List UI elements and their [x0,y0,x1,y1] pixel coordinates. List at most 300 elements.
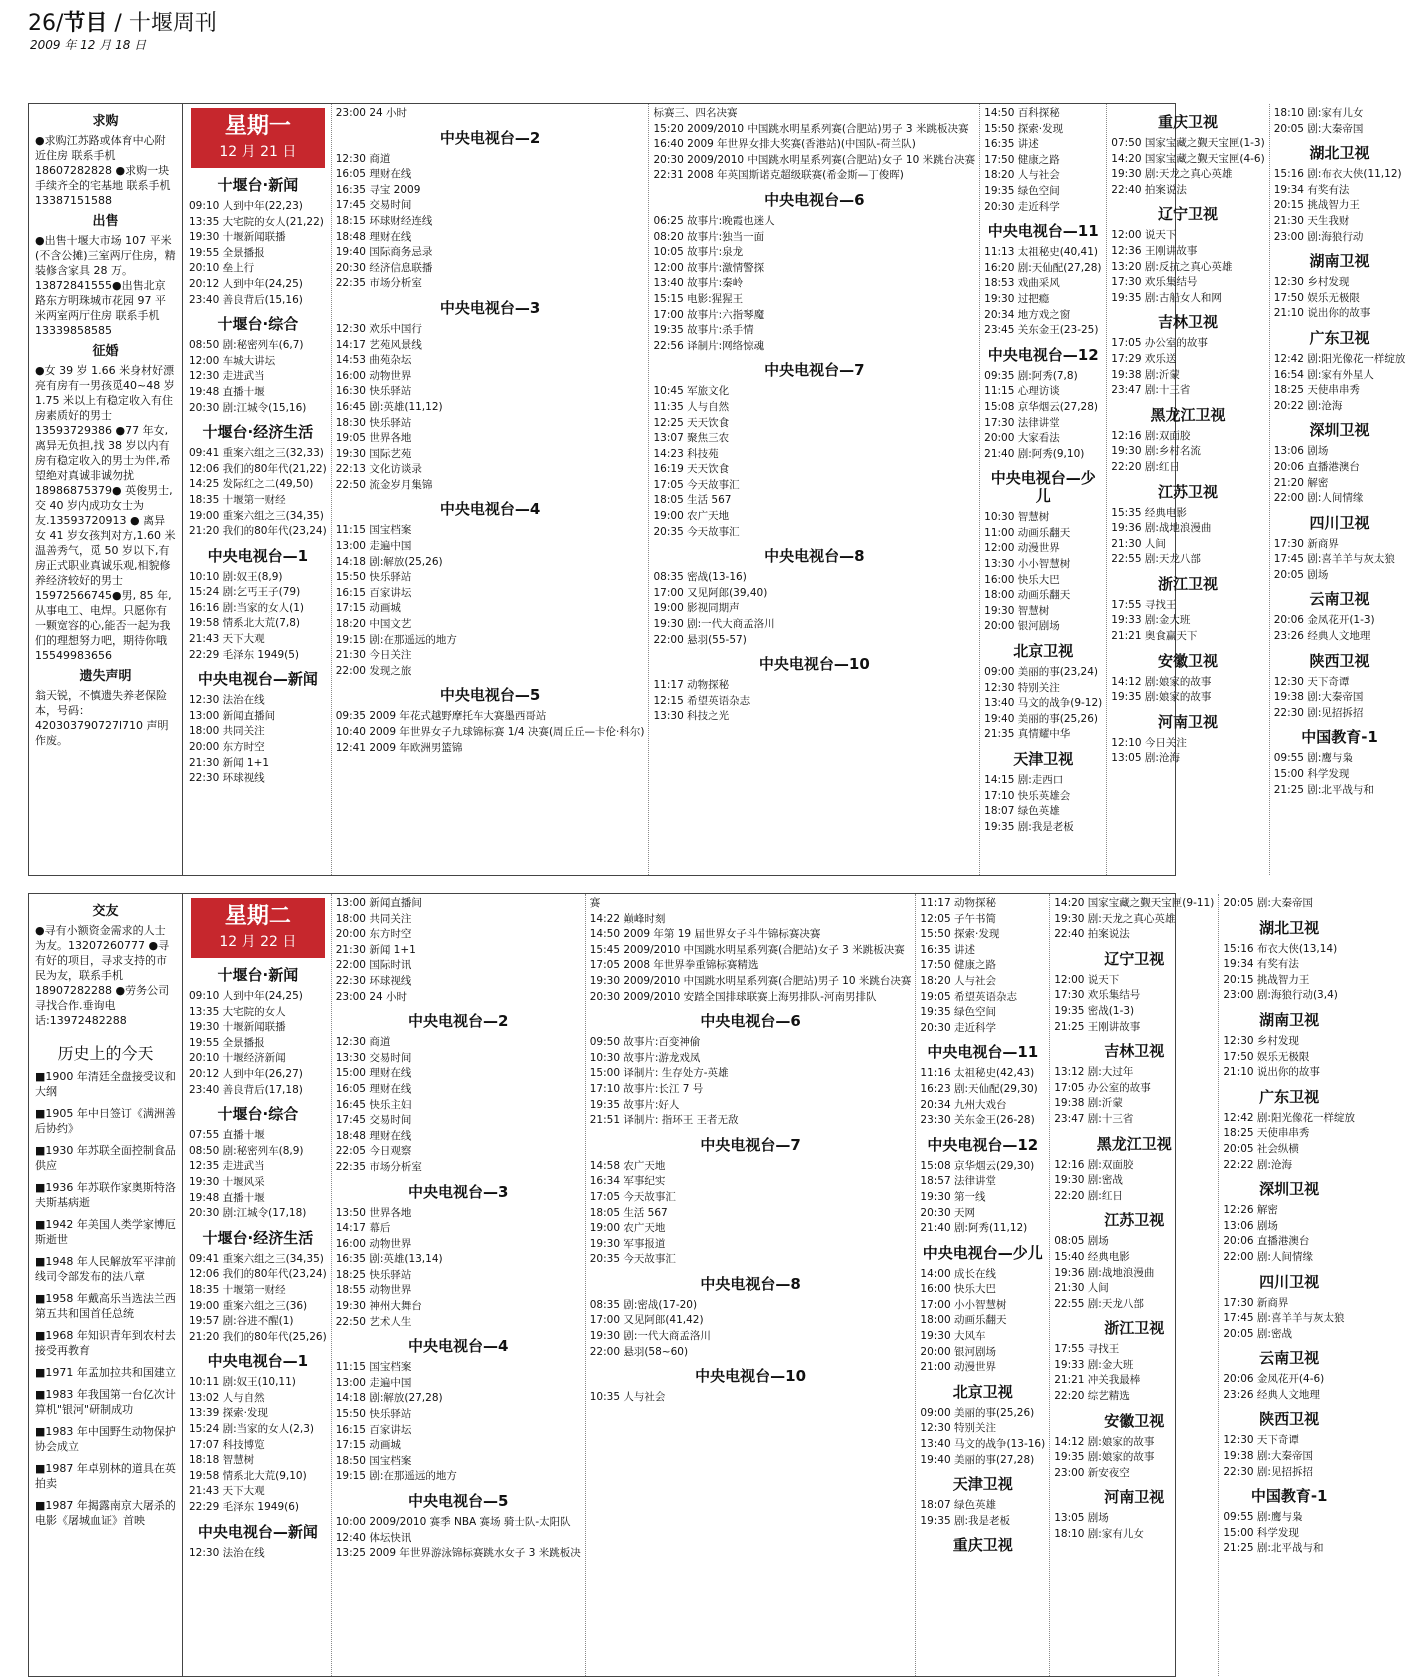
program-item: 14:50 百科探秘 [984,107,1060,119]
program-item: 10:45 军旅文化 [653,385,730,398]
program-item: 19:30 神州大舞台 [335,1300,422,1313]
program-item: 16:20 剧:天仙配(27,28) [984,261,1102,274]
program-item: 23:30 关东金王(26-28) [920,1114,1035,1127]
channel-title: 陕西卫视 [1309,651,1370,670]
program-item: 19:34 有奖有法 [1273,183,1350,196]
history-item: ■1983 年中国野生动物保护协会成立 [35,1425,176,1453]
channel-title: 辽宁卫视 [1157,205,1218,224]
program-item: 20:10 垒上行 [189,262,255,275]
paper-name: 十堰周刊 [128,11,217,36]
day-banner [191,898,325,958]
program-item: 20:30 走近科学 [984,200,1060,213]
channel-title: 中央电视台—5 [439,686,541,705]
program-item: 19:30 剧:一代大商孟洛川 [589,1330,711,1343]
channel-title: 十堰台·经济生活 [202,1228,314,1247]
program-item: 15:45 2009/2010 中国跳水明星系列赛(合肥站)女子 3 米跳板决赛 [589,943,905,956]
program-item: 18:57 法律讲堂 [920,1175,996,1188]
schedule-column [1050,894,1219,1676]
program-item: 08:35 密战(13-16) [653,571,747,584]
program-item: 11:16 太祖秘史(42,43) [920,1067,1035,1080]
channel-title: 湖南卫视 [1259,1010,1320,1029]
program-item: 19:30 十堰风采 [189,1175,265,1188]
channel-title: 中央电视台—2 [439,128,541,147]
program-item: 19:55 全景播报 [189,1036,265,1049]
program-item: 16:00 动物世界 [335,1237,412,1250]
history-item: ■1948 年人民解放军平津前线司令部发布的法八章 [35,1255,176,1283]
program-item: 19:38 剧:沂蒙 [1054,1097,1123,1110]
program-item: 22:00 国际时讯 [335,959,412,972]
program-item: 16:45 剧:英雄(11,12) [335,400,443,413]
channel-title: 中央电视台—5 [408,1492,509,1510]
program-item: 21:25 王刚讲故事 [1054,1020,1141,1033]
program-item: 11:15 国宝档案 [335,524,412,537]
program-item: 16:35 寻宝 2009 [335,183,421,196]
program-item: 20:30 2009/2010 中国跳水明星系列赛(合肥站)女子 10 米跳台决赛 [653,153,976,166]
channel-title: 中央电视台—8 [764,547,865,566]
program-item: 23:47 剧:十三省 [1054,1112,1134,1125]
program-item: 21:40 剧:阿秀(11,12) [920,1222,1028,1235]
program-item: 12:06 我们的80年代(21,22) [189,462,327,475]
program-item: 22:29 毛泽东 1949(5) [189,648,300,661]
program-item: 20:06 金凤花开(4-6) [1223,1373,1325,1386]
program-item: 16:16 剧:当家的女人(1) [189,601,305,614]
history-item: ■1958 年戴高乐当选法兰西第五共和国首任总统 [35,1292,176,1320]
program-item: 19:30 军事报道 [589,1237,666,1250]
program-item: 15:00 科学发现 [1273,768,1350,781]
program-item: 22:00 悬羽(55-57) [653,633,747,646]
program-item: 13:00 走遍中国 [335,540,412,553]
history-item: ■1900 年清廷全盘接受议和大纲 [35,1070,176,1098]
program-item: 22:20 剧:红日 [1054,1189,1123,1202]
classified-text: ●求购江苏路或体育中心附近住房 联系手机 18607282828 ●求购一块手续齐全的宅基地 联系手机 13387151588 [35,134,171,207]
schedule-column [185,894,332,1676]
schedule-columns [185,104,1406,875]
channel-title: 中央电视台—新闻 [197,670,318,689]
program-item: 14:23 科技苑 [653,447,719,460]
program-item: 09:35 2009 年花式越野摩托车大赛墨西哥站 [335,710,547,723]
program-item: 09:00 美丽的事(25,26) [920,1406,1035,1419]
program-item: 19:33 剧:金大班 [1054,1358,1134,1371]
program-item: 14:18 剧:解放(25,26) [335,555,443,568]
program-item: 18:53 戏曲采风 [984,277,1060,290]
channel-title: 湖北卫视 [1309,144,1370,163]
channel-title: 十堰台·综合 [217,315,299,334]
program-item: 12:30 走进武当 [189,370,265,383]
program-item: 12:05 子午书简 [920,912,996,925]
channel-title: 云南卫视 [1309,590,1370,609]
channel-title: 四川卫视 [1259,1272,1320,1291]
program-item: 19:30 2009/2010 中国跳水明星系列赛(合肥站)男子 10 米跳台决赛 [589,974,912,987]
program-item: 23:00 新安夜空 [1054,1466,1130,1479]
channel-title: 重庆卫视 [952,1536,1013,1555]
classified-text: ●寻有小额资金需求的人士为友。13207260777 ●寻有好的项目，寻求支持的市民为友，联系手机 18907282288 ●劳务公司寻找合作.垂询电话:13972482288 [35,924,170,1027]
channel-title: 中央电视台—12 [927,1135,1039,1154]
program-item: 21:10 说出你的故事 [1223,1066,1320,1079]
schedule-column [649,104,980,875]
program-item: 19:15 剧:在那遥远的地方 [335,1470,457,1483]
program-item: 17:30 新商界 [1273,537,1339,550]
channel-title: 十堰台·经济生活 [202,423,314,442]
program-item: 13:07 聚焦三农 [653,432,730,445]
channel-title: 十堰台·新闻 [217,966,299,984]
program-item: 23:40 善良背后(17,18) [189,1083,303,1096]
program-item: 13:00 走遍中国 [335,1376,412,1389]
program-item: 22:20 剧:红日 [1111,460,1180,473]
program-item: 19:35 剧:我是老板 [920,1514,1011,1527]
schedule-columns [185,894,1355,1676]
program-item: 20:05 剧:大秦帝国 [1273,122,1364,135]
program-item: 10:00 2009/2010 赛季 NBA 赛场 骑士队-太阳队 [335,1516,571,1528]
channel-title: 中央电视台—11 [927,1043,1039,1062]
program-item: 16:54 剧:家有外星人 [1273,368,1374,381]
program-item: 23:00 24 小时 [335,990,408,1003]
program-item: 15:00 理财在线 [335,1067,412,1080]
channel-title: 中央电视台—4 [439,500,541,519]
program-item: 13:00 新闻直播间 [189,709,276,722]
program-item: 15:00 科学发现 [1223,1526,1299,1539]
program-item: 15:24 剧:当家的女人(2,3) [189,1423,315,1436]
program-item: 19:38 剧:沂蒙 [1111,368,1180,381]
page-number: 26/ [28,11,64,36]
program-item: 12:41 2009 年欧洲男篮锦 [335,741,463,754]
program-item: 22:20 综艺精选 [1054,1390,1130,1403]
program-item: 18:20 人与社会 [984,169,1060,182]
program-item: 21:40 剧:阿秀(9,10) [984,447,1085,460]
program-item: 12:30 天下奇谭 [1223,1434,1299,1447]
program-item: 17:50 健康之路 [984,153,1060,166]
program-item: 19:00 农广天地 [653,510,730,523]
program-item: 19:55 全景播报 [189,246,265,259]
day-name: 星期一 [224,114,291,139]
channel-title: 中央电视台—8 [700,1274,801,1293]
schedule-column [980,104,1107,875]
program-item: 18:35 十堰第一财经 [189,1283,286,1296]
program-item: 22:30 剧:见招拆招 [1273,706,1364,719]
program-item: 09:55 剧:鹰与枭 [1223,1511,1303,1524]
program-item: 17:45 剧:喜羊羊与灰太狼 [1223,1312,1345,1325]
program-item: 22:56 译制片:网络惊魂 [653,339,765,352]
channel-title: 北京卫视 [1013,642,1074,661]
program-item: 11:15 国宝档案 [335,1361,412,1374]
program-item: 12:30 法治在线 [189,694,265,707]
program-item: 06:25 故事片:晚霞也迷人 [653,214,775,227]
program-item: 22:40 拍案说法 [1111,183,1187,196]
program-item: 19:30 国际艺苑 [335,447,412,460]
channel-title: 北京卫视 [952,1382,1013,1401]
program-item: 18:05 生活 567 [653,494,732,507]
program-item: 22:00 悬羽(58~60) [589,1345,689,1358]
program-item: 23:26 经典人文地理 [1273,630,1371,643]
schedule-column [332,104,650,875]
program-item: 20:30 经济信息联播 [335,261,433,274]
program-item: 14:20 国家宝藏之觐天宝匣(9-11) [1054,897,1215,909]
program-item: 12:00 说天下 [1054,973,1120,986]
program-item: 09:00 美丽的事(23,24) [984,666,1098,679]
program-item: 21:43 天下大观 [189,633,265,646]
program-item: 15:08 京华烟云(27,28) [984,400,1098,413]
program-item: 11:17 动物探秘 [920,897,996,909]
program-item: 16:00 动物世界 [335,369,412,382]
program-item: 15:50 快乐驿站 [335,571,412,584]
program-item: 19:35 剧:娘家的故事 [1111,691,1212,704]
program-item: 19:36 剧:战地浪漫曲 [1054,1266,1155,1279]
program-item: 20:00 东方时空 [335,928,412,941]
channel-title: 中国教育-1 [1301,728,1378,747]
program-item: 20:00 银河剧场 [920,1345,996,1358]
program-item: 16:35 讲述 [920,943,975,956]
program-item: 17:55 寻找王 [1111,598,1177,611]
channel-title: 黑龙江卫视 [1150,405,1226,424]
program-item: 20:35 今天故事汇 [653,525,740,538]
program-item: 07:55 直播十堰 [189,1129,265,1142]
program-item: 19:30 过把瘾 [984,292,1050,305]
program-item: 20:22 剧:沧海 [1273,399,1343,412]
program-item: 23:00 24 小时 [335,107,408,119]
program-item: 19:38 剧:大秦帝国 [1223,1450,1313,1463]
program-item: 13:35 大宅院的女人(21,22) [189,215,324,228]
program-item: 19:40 国际商务忌录 [335,246,433,259]
program-item: 20:34 九州大戏台 [920,1098,1007,1111]
program-item: 17:00 又见阿郎(39,40) [653,586,768,599]
schedule-column [1219,894,1359,1676]
program-item: 13:05 剧:沧海 [1111,752,1180,765]
program-item: 11:13 太祖秘史(40,41) [984,246,1098,259]
program-item: 19:34 有奖有法 [1223,958,1299,971]
program-item: 12:30 商道 [335,1036,391,1049]
channel-title: 广东卫视 [1259,1087,1320,1106]
program-item: 23:45 关东金王(23-25) [984,324,1099,337]
program-item: 12:30 天下奇谭 [1273,675,1350,688]
program-item: 19:00 农广天地 [589,1222,666,1235]
program-item: 21:21 奥食赢天下 [1111,630,1198,643]
history-item: ■1987 年卓别林的道具在英拍卖 [35,1462,176,1490]
program-item: 20:05 剧:密战 [1223,1327,1292,1340]
program-item: 21:35 真情耀中华 [984,728,1071,741]
program-item: 19:30 第一线 [920,1190,986,1203]
history-item: ■1968 年知识青年到农村去接受再教育 [35,1329,176,1357]
program-item: 12:00 故事片:激情警探 [653,261,765,274]
channel-title: 河南卫视 [1104,1488,1165,1507]
channel-title: 深圳卫视 [1259,1180,1320,1199]
program-item: 15:15 电影:猩猩王 [653,292,744,305]
program-item: 17:05 今天故事汇 [589,1190,676,1203]
program-item: 19:30 剧:天龙之真心英雄 [1111,168,1233,181]
program-item: 21:43 天下大观 [189,1485,265,1498]
program-item: 18:20 中国文艺 [335,618,412,631]
program-item: 21:30 人间 [1111,537,1166,550]
program-item: 12:26 解密 [1223,1204,1278,1217]
program-item: 20:00 大家看法 [984,432,1060,445]
program-item: 13:35 大宅院的女人 [189,1005,286,1018]
program-item: 18:00 动画乐翻天 [920,1314,1007,1327]
program-item: 20:12 人到中年(24,25) [189,277,303,290]
channel-title: 中国教育-1 [1250,1487,1328,1506]
program-item: 18:20 人与社会 [920,974,996,987]
program-item: 09:55 剧:鹰与枭 [1273,752,1353,765]
channel-title: 中央电视台—2 [408,1012,509,1031]
schedule-column [586,894,917,1676]
program-item: 20:06 金凤花开(1-3) [1273,614,1375,627]
program-item: 22:30 剧:见招拆招 [1223,1465,1313,1478]
program-item: 15:16 剧:布衣大侠(11,12) [1273,168,1402,181]
program-item: 14:17 艺苑风景线 [335,338,422,351]
program-item: 17:10 故事片:长江 7 号 [589,1082,704,1095]
program-item: 09:41 重案六组之三(32,33) [189,447,324,460]
program-item: 18:18 智慧树 [189,1454,255,1467]
classified-heading: 求购 [92,114,119,129]
channel-title: 天津卫视 [952,1475,1013,1494]
program-item: 20:30 剧:江城令(15,16) [189,401,307,414]
program-item: 10:30 智慧树 [984,511,1050,524]
program-item: 20:06 直播港澳台 [1273,460,1360,473]
program-item: 18:25 快乐驿站 [335,1268,412,1281]
program-item: 19:35 故事片:好人 [589,1098,680,1111]
day-date: 12 月 22 日 [219,934,297,950]
schedule-column [1270,104,1409,875]
program-item: 13:06 剧场 [1223,1219,1278,1232]
day-name: 星期二 [224,904,291,929]
channel-title: 十堰台·综合 [217,1105,299,1124]
program-item: 12:00 动漫世界 [984,542,1060,555]
program-item: 22:30 环球视线 [189,772,265,785]
schedule-column [1107,104,1269,875]
history-item: ■1936 年苏联作家奥斯特洛夫斯基病逝 [35,1181,176,1209]
program-item: 19:05 世界各地 [335,432,412,445]
program-item: 16:35 讲述 [984,138,1039,151]
header-separator: / [107,11,129,36]
program-item: 21:25 剧:北平战与和 [1273,783,1374,796]
program-item: 12:00 车城大讲坛 [189,354,276,367]
week-block-monday [28,103,1406,876]
program-item: 19:30 大风车 [920,1330,986,1343]
channel-title: 陕西卫视 [1259,1410,1320,1429]
program-item: 17:15 动画城 [335,602,401,615]
channel-title: 黑龙江卫视 [1096,1134,1172,1153]
program-item: 17:00 小小智慧树 [920,1298,1007,1311]
program-item: 19:00 重案六组之三(34,35) [189,509,324,522]
schedule-column [185,104,332,875]
program-item: 21:30 今日关注 [335,649,412,662]
program-item: 12:42 剧:阳光像花一样绽放 [1223,1111,1355,1124]
program-item: 20:06 直播港澳台 [1223,1235,1310,1248]
channel-title: 中央电视台—10 [758,655,870,674]
page-header [28,6,217,37]
program-item: 08:35 剧:密战(17-20) [589,1298,698,1311]
issue-date: 2009 年 12 月 18 日 [30,38,147,52]
program-item: 12:06 我们的80年代(23,24) [189,1268,327,1281]
program-item: 16:00 快乐大巴 [920,1283,996,1296]
program-item: 20:34 地方戏之窗 [984,308,1071,321]
program-item: 17:30 法律讲堂 [984,416,1060,429]
program-item: 21:51 译制片: 指环王 王者无敌 [589,1114,739,1127]
program-item: 12:30 特别关注 [984,681,1060,694]
program-item: 18:10 剧:家有儿女 [1273,107,1364,119]
program-item: 11:15 心理访谈 [984,385,1060,398]
program-item: 16:34 军事纪实 [589,1175,666,1188]
program-item: 09:10 人到中年(24,25) [189,990,303,1002]
week-block-tuesday [28,893,1355,1677]
channel-title: 中央电视台—11 [987,222,1099,241]
day-date: 12 月 21 日 [219,144,297,160]
history-item: ■1942 年美国人类学家博厄斯逝世 [35,1218,176,1246]
program-item: 13:30 小小智慧树 [984,558,1071,571]
program-item: 10:40 2009 年世界女子九球锦标赛 1/4 决赛(周丘丘—卡伦·科尔) [335,726,645,738]
program-item: 19:40 美丽的事(25,26) [984,712,1098,725]
program-item: 12:00 说天下 [1111,229,1177,242]
program-item: 15:16 布衣大侠(13,14) [1223,942,1338,955]
history-item: ■1905 年中日签订《满洲善后协约》 [35,1107,176,1135]
program-item: 23:26 经典人文地理 [1223,1388,1320,1401]
program-item: 22:22 剧:沧海 [1223,1158,1292,1171]
program-item: 09:35 剧:阿秀(7,8) [984,369,1078,382]
program-item: 19:30 智慧树 [984,604,1050,617]
program-item: 12:10 今日关注 [1111,736,1187,749]
program-item: 18:07 绿色英雄 [920,1499,996,1512]
program-item: 10:05 故事片:泉龙 [653,246,744,259]
program-item: 14:15 剧:走西口 [984,774,1064,786]
program-item: 12:15 希望英语杂志 [653,694,751,707]
channel-title: 广东卫视 [1309,328,1370,347]
program-item: 17:05 2008 年世界拳重锦标赛精选 [589,959,759,972]
program-item: 20:05 剧:大秦帝国 [1223,897,1313,909]
program-item: 12:30 乡村发现 [1223,1034,1299,1047]
program-item: 22:50 艺术人生 [335,1315,412,1328]
channel-title: 重庆卫视 [1157,113,1218,131]
program-item: 19:05 希望英语杂志 [920,990,1017,1003]
program-item: 19:48 直播十堰 [189,385,265,398]
program-item: 17:07 科技博览 [189,1438,265,1451]
program-item: 10:10 剧:奴王(8,9) [189,570,283,583]
program-item: 21:10 说出你的故事 [1273,307,1371,320]
schedule-column [332,894,586,1676]
history-list [35,1069,176,1528]
program-item: 20:05 剧场 [1273,568,1329,581]
channel-title: 中央电视台—新闻 [197,1522,318,1541]
program-item: 21:21 冲关我最棒 [1054,1374,1141,1387]
program-item: 17:00 又见阿郎(41,42) [589,1314,704,1327]
program-item: 12:42 剧:阳光像花一样绽放 [1273,352,1406,365]
program-item: 21:30 人间 [1054,1282,1109,1295]
history-item: ■1930 年苏联全面控制食品供应 [35,1144,176,1172]
channel-title: 吉林卫视 [1157,313,1218,332]
schedule-column [916,894,1050,1676]
program-item: 18:00 共同关注 [189,725,265,738]
channel-title: 江苏卫视 [1104,1211,1165,1230]
program-item: 20:30 走近科学 [920,1021,996,1034]
program-item: 12:36 王刚讲故事 [1111,244,1198,257]
program-item: 08:50 剧:秘密列车(6,7) [189,339,304,352]
channel-title: 安徽卫视 [1157,651,1218,670]
program-item: 21:20 我们的80年代(25,26) [189,1330,327,1343]
program-item: 12:30 欢乐中国行 [335,322,422,335]
channel-title: 辽宁卫视 [1104,949,1165,968]
program-item: 17:30 欢乐集结号 [1054,989,1141,1002]
program-item: 22:29 毛泽东 1949(6) [189,1501,300,1514]
channel-title: 四川卫视 [1309,513,1370,532]
program-item: 20:15 挑战智力王 [1273,199,1360,212]
program-item: 15:50 探索·发现 [920,928,1000,941]
classified-heading: 征婚 [92,344,119,359]
program-item: 12:30 法治在线 [189,1546,265,1559]
program-item: 标赛三、四名决赛 [653,107,738,119]
program-item: 17:05 办公室的故事 [1054,1081,1151,1094]
program-item: 19:30 剧:密战 [1054,1174,1123,1187]
program-item: 14:50 2009 年第 19 届世界女子斗牛锦标赛决赛 [589,928,821,941]
channel-title: 中央电视台—12 [987,345,1099,364]
program-item: 13:39 探索·发现 [189,1407,268,1420]
classified-text: ●女 39 岁 1.66 米身材好漂亮有房有一男孩觅40~48 岁 1.75 米以上有稳定收入有住房素质好的男士 13593729386 ●77 年女, 离异无负担,找 38 岁以内有房有稳定收入的男士为伴,希望绝对真诚非诚勿扰 18986875379● 英俊男士, 交 40 岁内成功女士为友.13593720913 ● 离异女 41 岁女孩判对方,1.60 米温善秀气，觅 50 岁以下,有房正式职业真诚乐观,相貌修养经济较好的男士 15972566745●男, 85 年, 从事电工、电焊。只愿你有一颗宽容的心,能否一起为我们的理想努力吧，期待你哦 15549983656 [35,364,176,662]
program-item: 10:35 人与社会 [589,1391,666,1404]
